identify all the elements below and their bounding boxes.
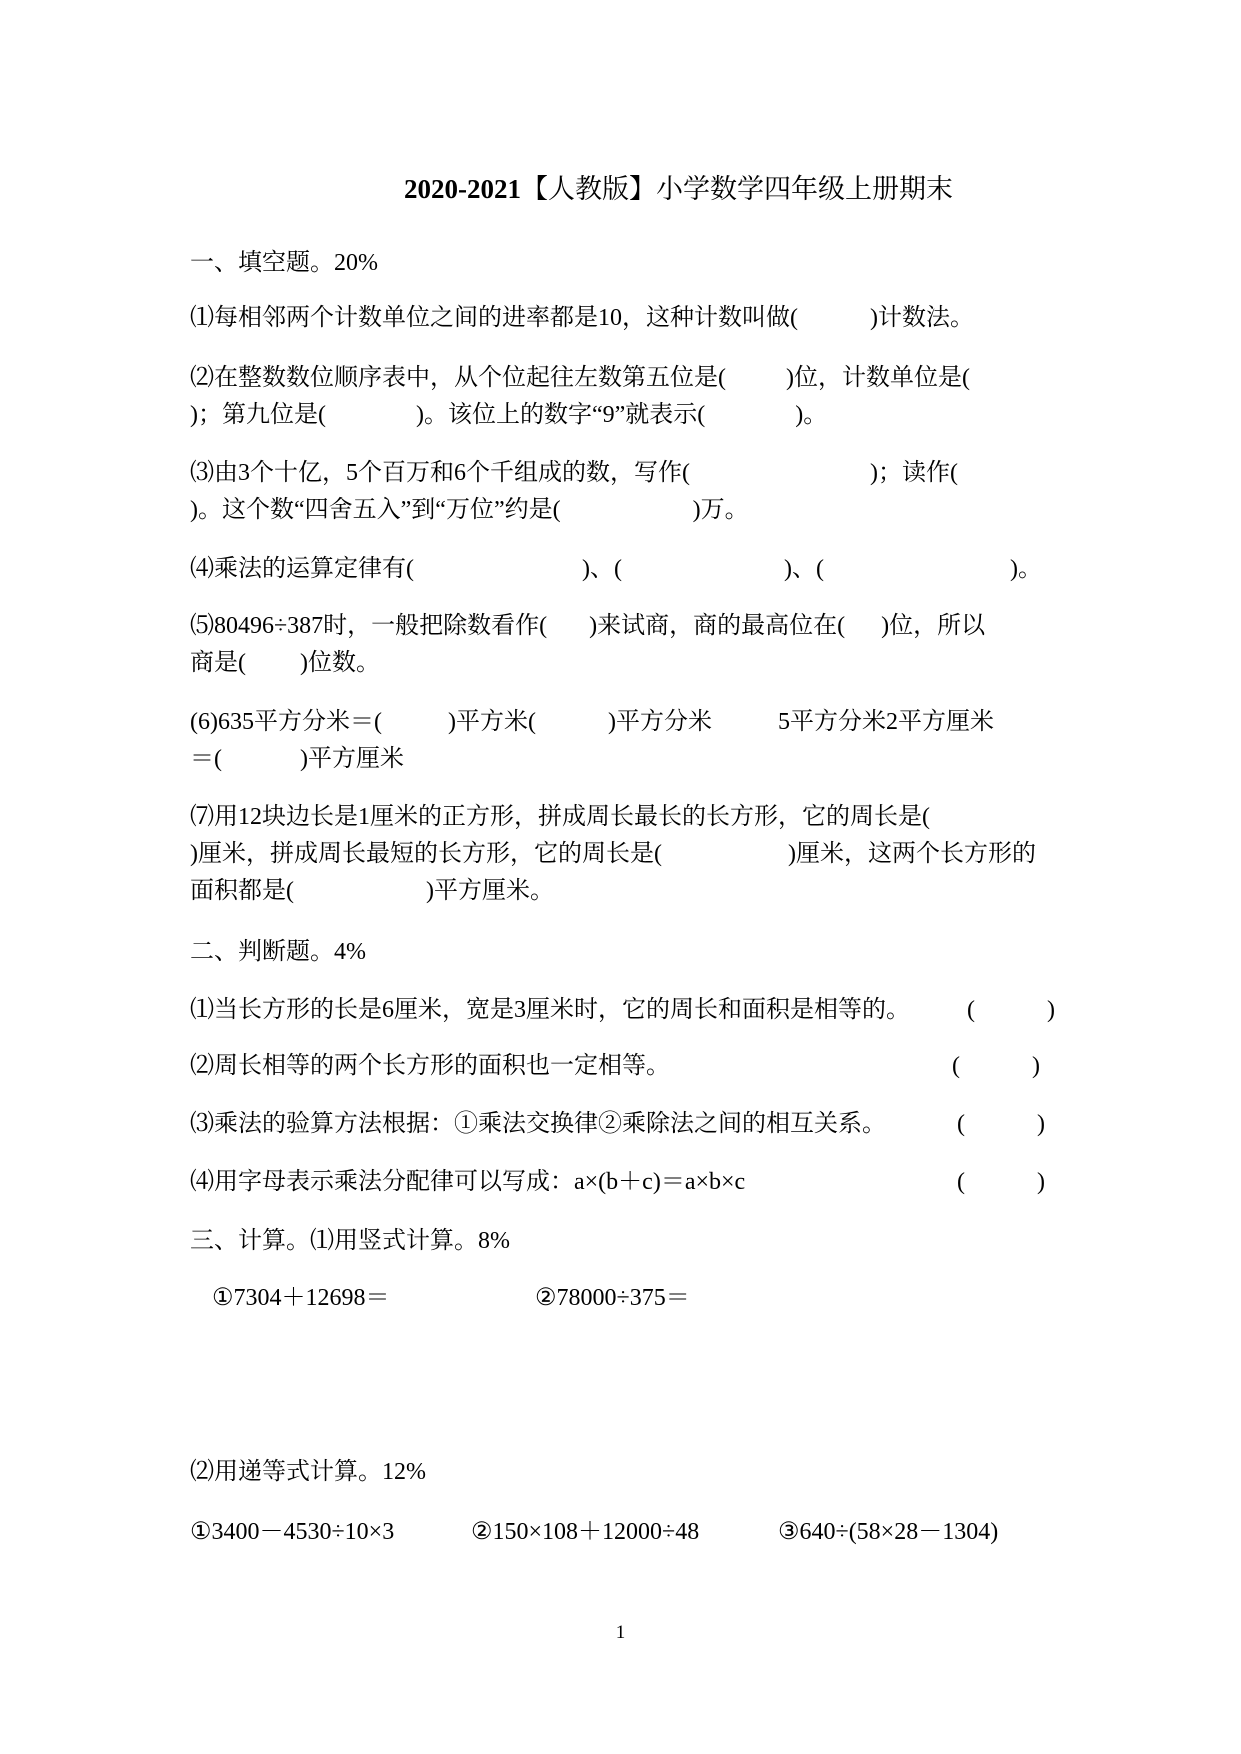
subsection-heading-step-calculation: ⑵用递等式计算。12% bbox=[190, 1459, 426, 1485]
question-line: ⑷乘法的运算定律有( )、( )、( )。 bbox=[190, 556, 1042, 582]
question-line: )；第九位是( )。该位上的数字“9”就表示( )。 bbox=[190, 402, 828, 428]
question-statement: ⑷用字母表示乘法分配律可以写成：a×(b＋c)＝a×b×c bbox=[190, 1169, 746, 1195]
step-problem-2: ②150×108＋12000÷48 bbox=[471, 1519, 700, 1545]
question-line: )厘米，拼成周长最短的长方形，它的周长是( )厘米，这两个长方形的 bbox=[190, 841, 1036, 867]
true-false-question-1 bbox=[190, 992, 1055, 1029]
fill-in-question-2 bbox=[190, 360, 970, 434]
question-line: ⑺用12块边长是1厘米的正方形，拼成周长最长的长方形，它的周长是( bbox=[190, 804, 930, 830]
question-line: 商是( )位数。 bbox=[190, 650, 380, 676]
section-heading-fill-in: 一、填空题。20% bbox=[190, 250, 378, 276]
question-line: )。这个数“四舍五入”到“万位”约是( )万。 bbox=[190, 497, 749, 523]
step-problem-3: ③640÷(58×28－1304) bbox=[778, 1519, 999, 1545]
section-heading-calculation: 三、计算。⑴用竖式计算。8% bbox=[190, 1228, 510, 1254]
fill-in-question-4 bbox=[190, 551, 1042, 588]
question-line: ⑸80496÷387时，一般把除数看作( )来试商，商的最高位在( )位，所以 bbox=[190, 613, 986, 639]
question-statement: ⑶乘法的验算方法根据：①乘法交换律②乘除法之间的相互关系。 bbox=[190, 1111, 886, 1137]
answer-bracket: ( ) bbox=[967, 997, 1055, 1023]
page-title bbox=[404, 172, 953, 206]
question-line: ⑴每相邻两个计数单位之间的进率都是10，这种计数叫做( )计数法。 bbox=[190, 305, 974, 331]
fill-in-question-1 bbox=[190, 300, 974, 337]
question-statement: ⑵周长相等的两个长方形的面积也一定相等。 bbox=[190, 1053, 670, 1079]
fill-in-question-3 bbox=[190, 455, 958, 529]
title-text: 【人教版】小学数学四年级上册期末 bbox=[521, 174, 953, 204]
answer-bracket: ( ) bbox=[957, 1169, 1045, 1195]
step-problem-1: ①3400－4530÷10×3 bbox=[190, 1519, 395, 1545]
fill-in-question-6 bbox=[190, 704, 994, 778]
section-heading-true-false: 二、判断题。4% bbox=[190, 939, 366, 965]
vertical-problem-1: ①7304＋12698＝ bbox=[212, 1285, 390, 1311]
fill-in-question-7 bbox=[190, 799, 1036, 910]
question-line: ⑶由3个十亿，5个百万和6个千组成的数，写作( )；读作( bbox=[190, 460, 958, 486]
answer-bracket: ( ) bbox=[952, 1053, 1040, 1079]
question-line: (6)635平方分米＝( )平方米( )平方分米 5平方分米2平方厘米 bbox=[190, 709, 994, 735]
question-line: 面积都是( )平方厘米。 bbox=[190, 878, 554, 904]
true-false-question-4 bbox=[190, 1164, 1045, 1201]
page-number: 1 bbox=[615, 1622, 626, 1643]
question-statement: ⑴当长方形的长是6厘米，宽是3厘米时，它的周长和面积是相等的。 bbox=[190, 997, 910, 1023]
true-false-question-2 bbox=[190, 1048, 1040, 1085]
title-year: 2020-2021 bbox=[404, 174, 521, 204]
vertical-problem-2: ②78000÷375＝ bbox=[535, 1285, 690, 1311]
fill-in-question-5 bbox=[190, 608, 985, 682]
question-line: ＝( )平方厘米 bbox=[190, 746, 404, 772]
answer-bracket: ( ) bbox=[957, 1111, 1045, 1137]
question-line: ⑵在整数数位顺序表中，从个位起往左数第五位是( )位，计数单位是( bbox=[190, 365, 970, 391]
true-false-question-3 bbox=[190, 1106, 1045, 1143]
